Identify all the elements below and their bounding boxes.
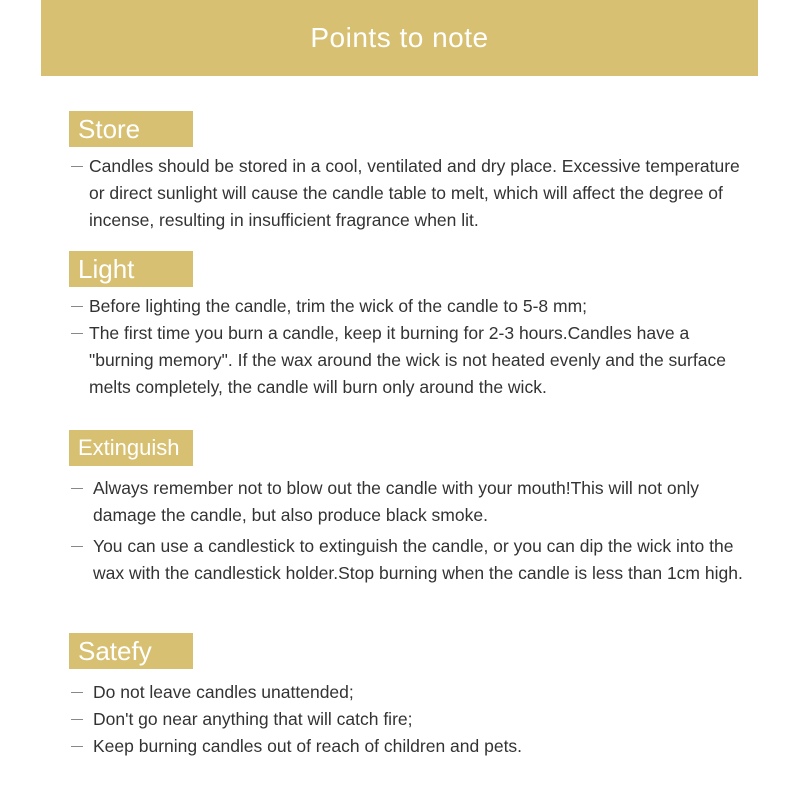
dash-icon	[71, 692, 83, 693]
section-title: Extinguish	[69, 430, 193, 466]
section-extinguish	[69, 430, 749, 587]
section-title: Light	[69, 251, 193, 287]
dash-icon	[71, 306, 83, 307]
section-title: Store	[69, 111, 193, 147]
header-banner	[41, 0, 758, 76]
dash-icon	[71, 488, 83, 489]
section-store	[69, 111, 749, 234]
note-list	[69, 293, 749, 401]
dash-icon	[71, 333, 83, 334]
section-title: Satefy	[69, 633, 193, 669]
note-list	[69, 679, 749, 760]
dash-icon	[71, 746, 83, 747]
dash-icon	[71, 546, 83, 547]
dash-icon	[71, 719, 83, 720]
list-item: Keep burning candles out of reach of children and pets.	[69, 733, 749, 760]
list-item: You can use a candlestick to extinguish the candle, or you can dip the wick into the wax with the candlestick holder.Stop burning when the candle is less than 1cm high.	[69, 533, 749, 587]
page-title: Points to note	[310, 22, 489, 53]
section-light	[69, 251, 749, 401]
list-item: Before lighting the candle, trim the wick of the candle to 5-8 mm;	[69, 293, 749, 320]
list-item: Don't go near anything that will catch fire;	[69, 706, 749, 733]
dash-icon	[71, 166, 83, 167]
list-item: Always remember not to blow out the candle with your mouth!This will not only damage the candle, but also produce black smoke.	[69, 475, 749, 529]
list-item: The first time you burn a candle, keep it burning for 2-3 hours.Candles have a "burning memory". If the wax around the wick is not heated evenly and the surface melts completely, the candle will burn only around the wick.	[69, 320, 749, 401]
note-list	[69, 475, 749, 587]
section-safety	[69, 633, 749, 760]
list-item: Candles should be stored in a cool, ventilated and dry place. Excessive temperature or direct sunlight will cause the candle table to melt, which will affect the degree of incense, resulting in insufficient fragrance when lit.	[69, 153, 749, 234]
note-list	[69, 153, 749, 234]
list-item: Do not leave candles unattended;	[69, 679, 749, 706]
